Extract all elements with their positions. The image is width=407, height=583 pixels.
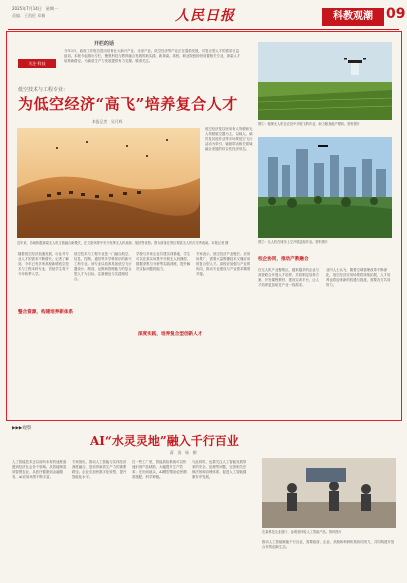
- article-column-1: 随着低空经济加速发展，行业对专业人才的需求不断增长。记者了解到，今年已有多所高校新增低空技术与工程本科专业，首批学生将于今年秋季入学。: [18, 252, 69, 276]
- newspaper-header: [0, 0, 407, 30]
- desert-drone-photo: [17, 128, 200, 238]
- article-subheading-2: 深度实践，培养复合型创新人才: [138, 332, 203, 337]
- section2-column-1: 人工智能技术正以前所未有的速度渗透到经济社会各个领域。从智能制造到智慧农业，从医疗健康到金融服务，AI应用场景不断丰富。: [12, 460, 67, 479]
- article-kicker: 低空技术与工程专业：: [18, 87, 69, 93]
- s2-photo-caption: 在某科技企业展厅，参观者体验人工智能产品。资料图片: [262, 530, 342, 534]
- article-subheading-1: 整合资源，构建培养新体系: [18, 310, 74, 315]
- article-text-mid: 低空经济是以民用有人驾驶和无人驾驶航空器为主，以载人、载货及其他作业等多场景低空飞行活动为牵引，辐射带动相关领域融合发展的综合性经济形态。: [205, 127, 253, 151]
- section2-column-4: 与此同时，也要关注人工智能发展带来的安全、伦理等问题，完善相关法律法规和治理体系，促进人工智能健康有序发展。: [192, 460, 247, 479]
- article-column-4: 专家表示，低空经济产业链长、应用场景广，需要大量既懂技术又懂应用的复合型人才。高校应加强与产业的协同，推动专业建设与产业需求精准对接。: [196, 252, 251, 276]
- article-column-3: 学校与多家企业共建实训基地，学生可以在真实场景中开展无人机操控、数据采集与分析等实践训练，提升解决实际问题的能力。: [136, 252, 191, 271]
- main-photo-caption: 近年来，各地积极探索无人机文旅融合新模式，在文旅场景中充分发挥无人机表演、航拍等优势。图为游客在景区观赏无人机灯光秀表演。本报记者 摄: [17, 241, 229, 245]
- article-byline: 本报记者 吴月辉: [92, 119, 123, 124]
- intro-heading: 开栏的话: [94, 41, 115, 47]
- section2-headline: AI“水灵灵地”融入千行百业: [90, 434, 239, 448]
- section2-column-2: 专家指出，推动人工智能与实体经济深度融合，是培育新质生产力的重要路径。企业应加快数字化转型，提升智能化水平。: [72, 460, 127, 479]
- newspaper-logo: 人民日报: [175, 8, 235, 24]
- section2-column-3: 在一些工厂里，智能质检系统可以快速识别产品缺陷，大幅提升生产效率；在田间地头，AI模型帮助农民精准施肥、科学种植。: [132, 460, 187, 479]
- section2-column-5: 推动人工智能赋能千行百业，需要政府、企业、高校和科研机构协同发力，共同构建开放合作的创新生态。: [262, 540, 395, 549]
- intro-text: 今年3月，政府工作报告提出培育壮大新兴产业、未来产业。低空经济等产业正在蓬勃发展，对复合型人才的需求日益迫切。本报今起推出专栏，聚焦科技与教育融合发展的新实践、新探索。高校、职业院校纷纷设置相关专业，探索人才培养新路径，为新质生产力发展提供有力支撑。敬请关注。: [64, 49, 241, 63]
- section2-label: ▶▶▶观察: [12, 426, 32, 431]
- article-subheading-3: 校企协同，推动产教融合: [258, 257, 309, 262]
- r1-photo-caption: 图①：植保无人机在农田中开展飞防作业，助力粮食稳产增收。资料图片: [258, 122, 360, 126]
- section2-byline: 蒋 涛 杨 柳: [170, 450, 197, 455]
- article-column-6: 业内人士认为，随着空域管理改革不断深化，低空经济应用场景将持续拓展，人才培养也将迎来新的机遇与挑战，需要各方共同努力。: [326, 268, 391, 287]
- section-badge: 科教观潮: [322, 8, 384, 26]
- article-column-5: 在无人机产业聚集区，越来越多的企业与高校联合开展人才培养，共同制定培养方案、开发课程教材、建设实训平台，让人才培养更加贴近产业一线需求。: [258, 268, 320, 287]
- city-drone-photo: [258, 137, 392, 238]
- header-divider: [8, 29, 399, 30]
- page-number: 09: [386, 6, 406, 22]
- crop-spraying-drone-photo: [258, 42, 392, 120]
- editor-credit: 责编：王凯伦 邓楠: [12, 13, 46, 18]
- ai-exhibition-photo: [262, 458, 396, 528]
- column-tag: 关注·科技: [18, 59, 56, 68]
- issue-date: 2025年7月14日 星期一: [12, 6, 58, 11]
- article-column-2: 低空技术与工程专业是一门融合航空、信息、控制、通信等多学科知识的新兴工科专业。该专业以培养具备低空飞行器设计、制造、运维和管理能力的复合型人才为目标，注重理论与实践相结合。: [74, 252, 132, 281]
- r2-photo-caption: 图②：无人机在城市上空开展巡检作业。资料图片: [258, 240, 329, 244]
- article-headline: 为低空经济“高飞”培养复合人才: [18, 95, 238, 113]
